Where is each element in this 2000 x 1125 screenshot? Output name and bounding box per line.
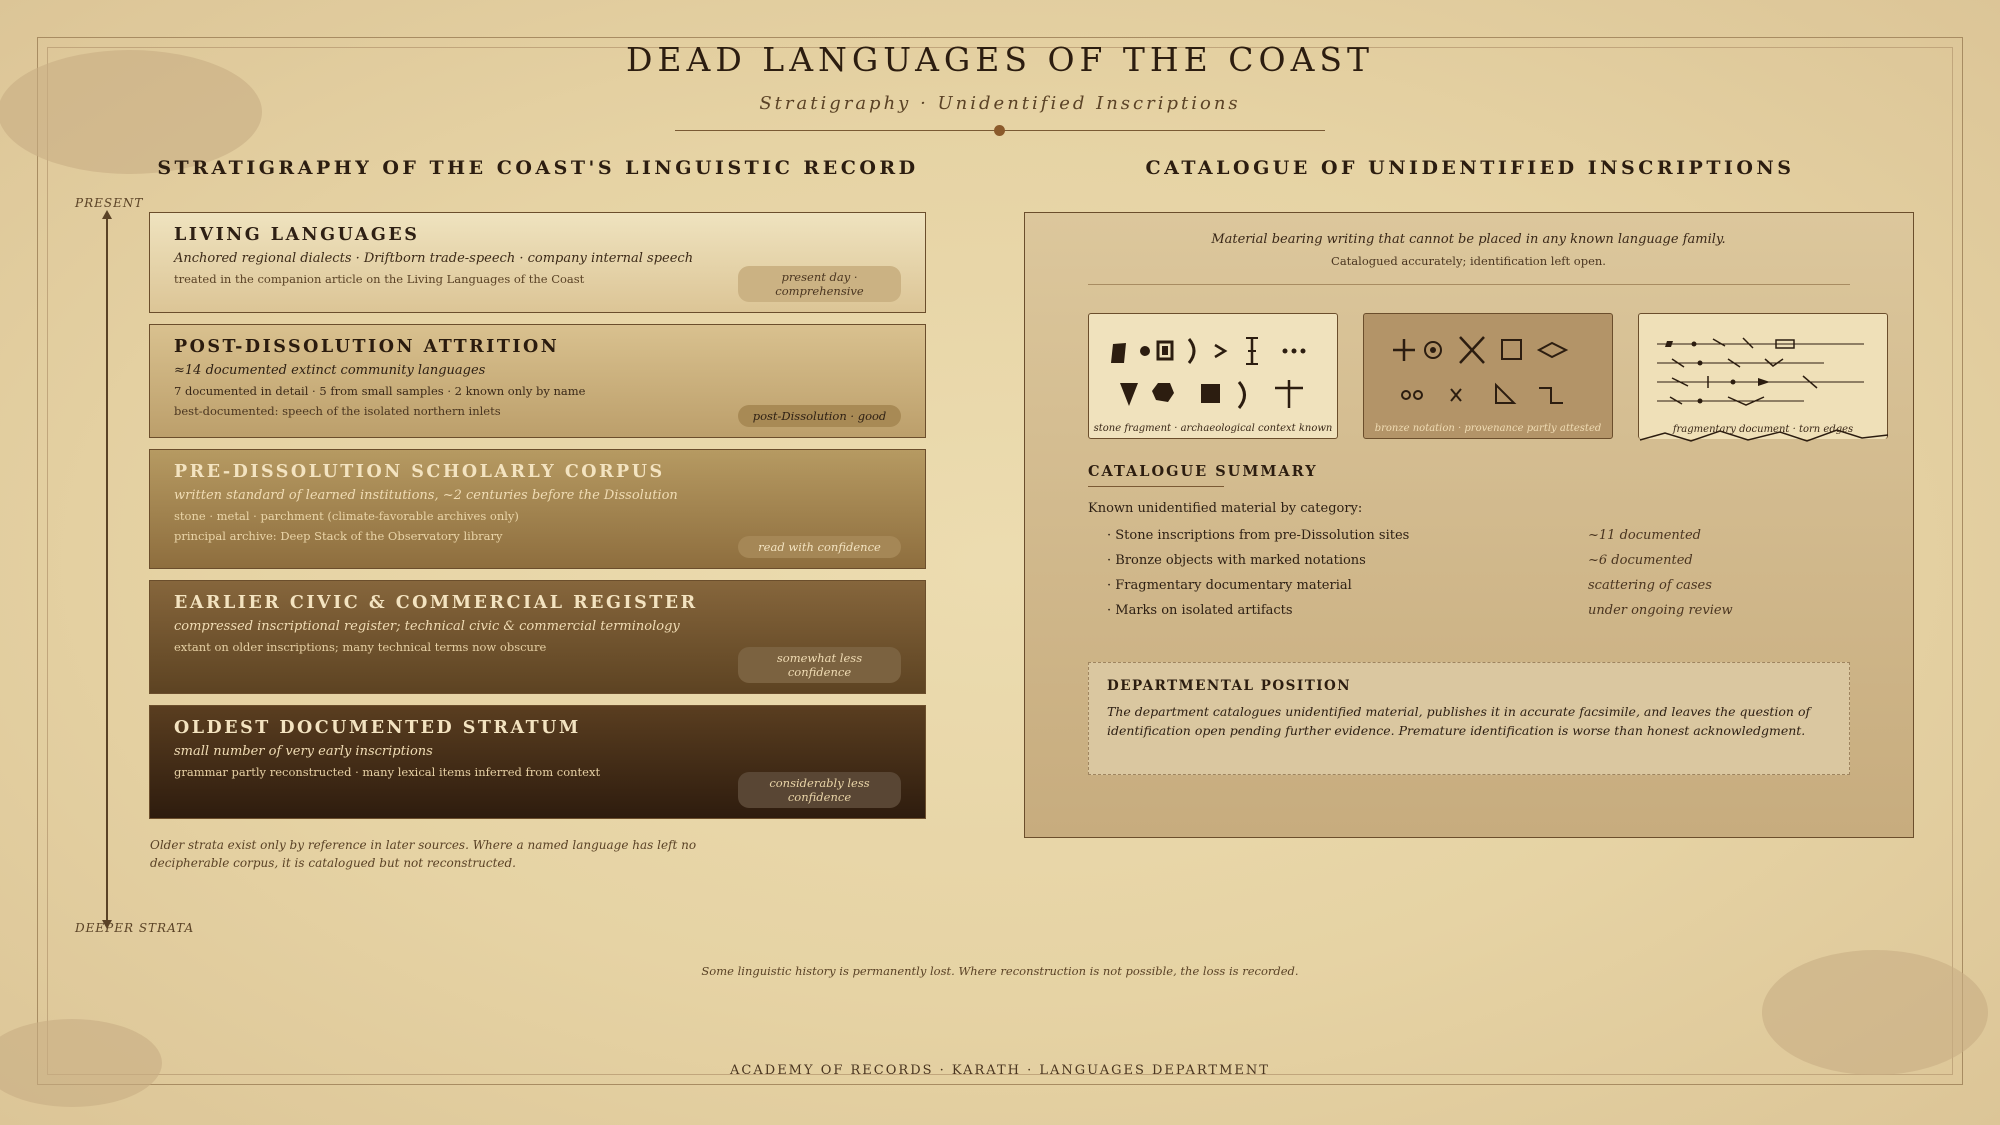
stratum-title: LIVING LANGUAGES <box>174 225 420 245</box>
catalogue-intro-sub: Catalogued accurately; identification left open. <box>1331 254 1606 268</box>
catalogue-heading: CATALOGUE OF UNIDENTIFIED INSCRIPTIONS <box>1145 157 1795 179</box>
specimen-caption: bronze notation · provenance partly attested <box>1374 423 1602 434</box>
document-glyphs-icon <box>1639 314 1889 442</box>
stratum-summary: written standard of learned institutions, ~2 centuries before the Dissolution <box>174 488 678 503</box>
summary-category: · Bronze objects with marked notations <box>1107 553 1366 568</box>
strata-footnote: Older strata exist only by reference in later sources. Where a named language has left no decipherable corpus, it is catalogued but not reconstructed. <box>150 838 697 870</box>
confidence-badge: post-Dissolution · good <box>738 405 901 427</box>
stratum-post-dissolution <box>149 324 926 438</box>
summary-category: · Fragmentary documentary material <box>1107 578 1352 593</box>
stratum-title: PRE-DISSOLUTION SCHOLARLY CORPUS <box>174 462 665 482</box>
confidence-badge: considerably less confidence <box>738 772 901 808</box>
summary-heading: CATALOGUE SUMMARY <box>1088 463 1318 480</box>
stratum-detail: treated in the companion article on the Living Languages of the Coast <box>174 272 585 286</box>
summary-count: under ongoing review <box>1588 603 1733 618</box>
specimen-stone-fragment <box>1088 313 1338 439</box>
stratum-civic-commercial <box>149 580 926 694</box>
closing-note: Some linguistic history is permanently lost. Where reconstruction is not possible, the loss is recorded. <box>701 964 1299 978</box>
summary-category: · Marks on isolated artifacts <box>1107 603 1293 618</box>
stratum-detail-2: principal archive: Deep Stack of the Observatory library <box>174 529 503 543</box>
axis-label-deeper: DEEPER STRATA <box>75 921 195 935</box>
divider-dot-icon <box>994 125 1005 136</box>
bronze-glyphs-icon <box>1364 314 1614 419</box>
specimen-fragmentary-document <box>1638 313 1888 439</box>
confidence-badge: read with confidence <box>738 536 901 558</box>
summary-count: ~6 documented <box>1588 553 1693 568</box>
stratum-title: EARLIER CIVIC & COMMERCIAL REGISTER <box>174 593 698 613</box>
stratum-summary: small number of very early inscriptions <box>174 744 433 759</box>
stratum-detail: stone · metal · parchment (climate-favorable archives only) <box>174 509 519 523</box>
panel-divider <box>1088 284 1850 285</box>
specimen-caption: fragmentary document · torn edges <box>1672 424 1854 435</box>
position-heading: DEPARTMENTAL POSITION <box>1107 678 1352 694</box>
stratum-detail: grammar partly reconstructed · many lexical items inferred from context <box>174 765 601 779</box>
stratum-oldest <box>149 705 926 819</box>
position-text: The department catalogues unidentified material, publishes it in accurate facsimile, and leaves the question of identification open pending further evidence. Premature identification is worse than honest acknowledgment. <box>1107 704 1811 738</box>
summary-category: · Stone inscriptions from pre-Dissolution sites <box>1107 528 1410 543</box>
stratum-summary: Anchored regional dialects · Driftborn trade-speech · company internal speech <box>174 251 694 266</box>
stratum-title: POST-DISSOLUTION ATTRITION <box>174 337 560 357</box>
stratum-detail-2: best-documented: speech of the isolated northern inlets <box>174 404 501 418</box>
stratum-living-languages <box>149 212 926 313</box>
stratum-detail: 7 documented in detail · 5 from small samples · 2 known only by name <box>174 384 586 398</box>
departmental-position-box <box>1088 662 1850 775</box>
summary-count: ~11 documented <box>1588 528 1702 543</box>
stratum-detail: extant on older inscriptions; many technical terms now obscure <box>174 640 547 654</box>
axis-label-present: PRESENT <box>75 196 144 210</box>
stone-glyphs-icon <box>1089 314 1339 419</box>
stratum-title: OLDEST DOCUMENTED STRATUM <box>174 718 581 738</box>
specimen-caption: stone fragment · archaeological context known <box>1093 423 1333 434</box>
stratum-summary: ≈14 documented extinct community languages <box>174 363 486 378</box>
catalogue-panel <box>1024 212 1914 838</box>
stratum-pre-dissolution <box>149 449 926 569</box>
confidence-badge: somewhat less confidence <box>738 647 901 683</box>
specimen-bronze-notation <box>1363 313 1613 439</box>
footer-institution: ACADEMY OF RECORDS · KARATH · LANGUAGES DEPARTMENT <box>730 1063 1270 1078</box>
confidence-badge: present day · comprehensive <box>738 266 901 302</box>
summary-intro: Known unidentified material by category: <box>1088 501 1363 516</box>
catalogue-intro: Material bearing writing that cannot be placed in any known language family. <box>1211 232 1726 247</box>
stratum-summary: compressed inscriptional register; technical civic & commercial terminology <box>174 619 680 634</box>
summary-count: scattering of cases <box>1588 578 1712 593</box>
page-subtitle: Stratigraphy · Unidentified Inscriptions <box>759 93 1241 114</box>
summary-underline <box>1088 486 1224 487</box>
stratigraphy-heading: STRATIGRAPHY OF THE COAST'S LINGUISTIC RECORD <box>157 157 919 179</box>
page-title: DEAD LANGUAGES OF THE COAST <box>625 40 1375 79</box>
time-axis <box>106 214 108 924</box>
